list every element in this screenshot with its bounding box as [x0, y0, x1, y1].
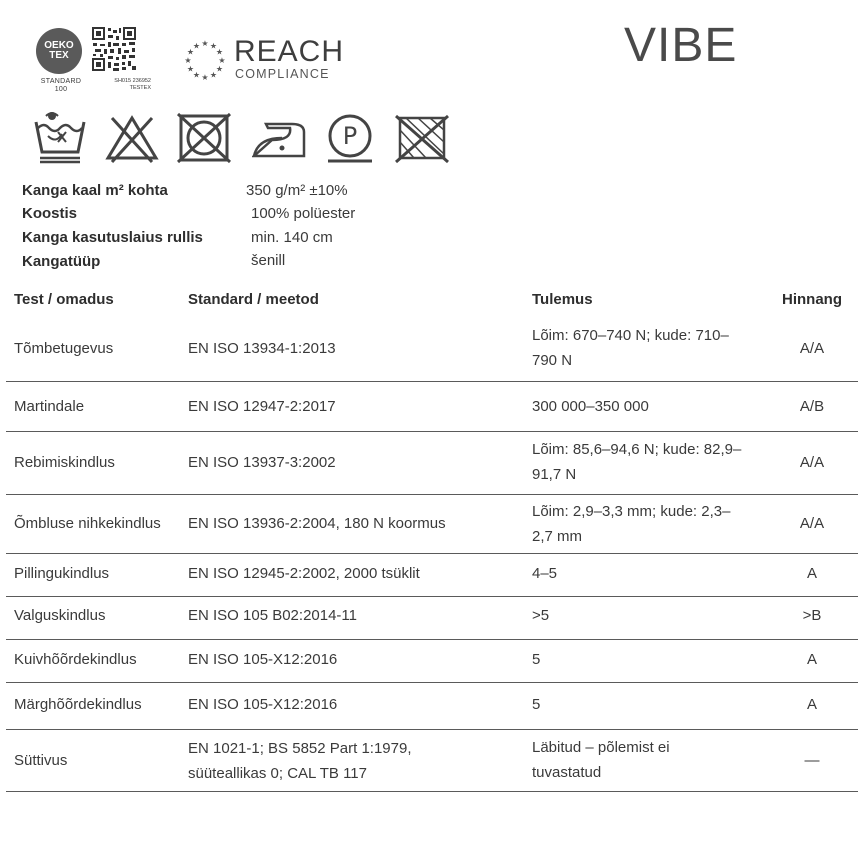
cell-result-line1: >5 [532, 607, 550, 624]
row-divider [6, 639, 858, 640]
cell-result-line1: 4–5 [532, 565, 558, 582]
cell-test: Martindale [14, 398, 85, 415]
cell-standard: EN ISO 105 B02:2014-11 [188, 607, 357, 624]
iron-low-icon [252, 112, 308, 164]
reach-title: REACH [234, 35, 345, 68]
do-not-bleach-icon [104, 112, 160, 164]
cell-result-line1: 5 [532, 651, 541, 668]
cell-rating: A [806, 651, 817, 668]
cell-standard: EN ISO 12945-2:2002, 2000 tsüklit [188, 565, 420, 582]
column-header-standard: Standard / meetod [188, 291, 319, 308]
row-divider [6, 553, 858, 554]
svg-text:★: ★ [186, 64, 195, 74]
cell-standard: EN ISO 105-X12:2016 [188, 651, 338, 668]
oeko-standard-line2: 100 [54, 86, 68, 93]
do-not-tumble-dry-icon [176, 112, 232, 164]
cell-rating: A [806, 696, 817, 713]
oeko-standard-label [36, 78, 86, 94]
reach-subtitle: COMPLIANCE [235, 67, 330, 81]
cell-result-line1: Lõim: 2,9–3,3 mm; kude: 2,3– [532, 503, 731, 520]
spec-value-type: šenill [251, 252, 286, 269]
oeko-tex-logo [36, 26, 151, 96]
reach-compliance-logo [182, 36, 352, 84]
qr-code-icon [91, 26, 137, 72]
spec-value-weight: 350 g/m² ±10% [246, 182, 348, 199]
cell-standard-line2: süüteallikas 0; CAL TB 117 [188, 765, 367, 782]
row-divider [6, 682, 858, 683]
svg-text:★: ★ [209, 70, 218, 80]
cell-result-line2: tuvastatud [532, 764, 602, 781]
spec-label-width: Kanga kasutuslaius rullis [22, 229, 203, 246]
svg-text:★: ★ [201, 39, 209, 48]
svg-text:★: ★ [215, 64, 224, 74]
cell-rating: A [806, 565, 817, 582]
cell-result-line2: 790 N [532, 352, 573, 369]
svg-text:★: ★ [218, 56, 226, 65]
row-divider [6, 791, 858, 792]
cell-result-line2: 2,7 mm [532, 528, 583, 545]
cell-standard: EN ISO 13937-3:2002 [188, 454, 336, 471]
row-divider [6, 494, 858, 495]
cell-test: Kuivhõõrdekindlus [14, 651, 137, 668]
cell-test: Valguskindlus [14, 607, 106, 624]
svg-text:★: ★ [209, 41, 218, 51]
column-header-test: Test / omadus [14, 291, 114, 308]
spec-value-composition: 100% polüester [251, 205, 356, 222]
svg-text:★: ★ [192, 70, 201, 80]
cell-rating: A/A [799, 340, 825, 357]
svg-text:★: ★ [186, 47, 195, 57]
oeko-institute: TESTEX [129, 85, 151, 91]
oeko-standard-line1: STANDARD [40, 78, 82, 85]
eu-stars-icon [182, 38, 228, 84]
spec-label-composition: Koostis [22, 205, 78, 222]
brand-title: VIBE [624, 19, 738, 72]
spec-label-weight: Kanga kaal m² kohta [22, 182, 168, 199]
cell-result-line1: 300 000–350 000 [532, 398, 649, 415]
svg-text:★: ★ [192, 41, 201, 51]
column-header-result: Tulemus [532, 291, 593, 308]
cell-standard: EN ISO 13936-2:2004, 180 N koormus [188, 515, 446, 532]
oeko-tex-badge [36, 28, 82, 74]
oeko-badge-line2: TEX [49, 50, 69, 61]
wash-30-gentle-icon [32, 112, 88, 164]
row-divider [6, 381, 858, 382]
cell-test: Pillingukindlus [14, 565, 110, 582]
cell-standard: EN ISO 12947-2:2017 [188, 398, 336, 415]
oeko-cert-number: SH015 236952 [114, 78, 151, 84]
cell-test: Õmbluse nihkekindlus [14, 515, 161, 532]
svg-text:★: ★ [215, 47, 224, 57]
cell-rating: — [804, 752, 820, 769]
cell-test: Rebimiskindlus [14, 454, 115, 471]
svg-text:P: P [342, 122, 358, 150]
cell-rating: A/A [799, 454, 825, 471]
spec-label-type: Kangatüüp [22, 253, 101, 270]
cell-rating: A/A [799, 515, 825, 532]
cell-test: Süttivus [14, 752, 68, 769]
cell-result-line1: Lõim: 85,6–94,6 N; kude: 82,9– [532, 441, 742, 458]
cell-result-line1: 5 [532, 696, 541, 713]
cell-result-line1: Läbitud – põlemist ei [532, 739, 670, 756]
cell-test: Tõmbetugevus [14, 340, 114, 357]
cell-rating: >B [802, 607, 822, 624]
svg-text:★: ★ [184, 56, 192, 65]
cell-standard: EN ISO 13934-1:2013 [188, 340, 336, 357]
spec-value-width: min. 140 cm [251, 229, 333, 246]
oeko-cert-code [91, 78, 151, 92]
row-divider [6, 729, 858, 730]
cell-result-line2: 91,7 N [532, 466, 577, 483]
column-header-rating: Hinnang [782, 291, 842, 308]
cell-standard-line1: EN 1021-1; BS 5852 Part 1:1979, [188, 740, 412, 757]
do-not-wet-clean-icon [394, 112, 450, 164]
svg-text:★: ★ [201, 73, 209, 82]
cell-rating: A/B [799, 398, 825, 415]
row-divider [6, 596, 858, 597]
cell-test: Märghõõrdekindlus [14, 696, 142, 713]
oeko-badge-line1: OEKO [44, 40, 74, 51]
row-divider [6, 431, 858, 432]
cell-result-line1: Lõim: 670–740 N; kude: 710– [532, 327, 729, 344]
dry-clean-p-icon [322, 112, 378, 164]
cell-standard: EN ISO 105-X12:2016 [188, 696, 338, 713]
